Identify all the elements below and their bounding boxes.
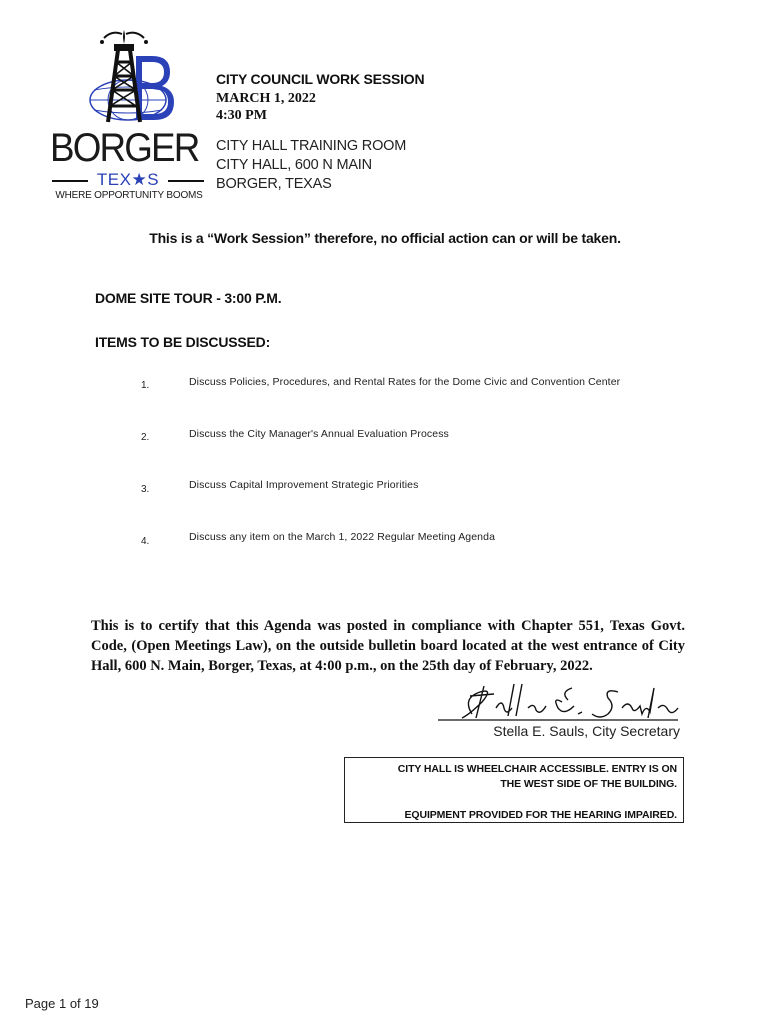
items-heading: ITEMS TO BE DISCUSSED: (95, 334, 271, 350)
accessibility-line-2: THE WEST SIDE OF THE BUILDING. (500, 778, 677, 790)
item-number: 1. (141, 380, 150, 391)
logo-wordmark: BORGER (50, 126, 199, 170)
borger-logo (50, 28, 208, 204)
logo-rule-right (168, 180, 204, 182)
agenda-item: Discuss any item on the March 1, 2022 Regular Meeting Agenda (189, 531, 496, 543)
hearing-impaired-line: EQUIPMENT PROVIDED FOR THE HEARING IMPAIRED. (404, 809, 677, 821)
location-room: CITY HALL TRAINING ROOM (216, 138, 407, 154)
site-tour-heading: DOME SITE TOUR - 3:00 P.M. (95, 290, 282, 306)
oil-derrick-globe-icon (50, 28, 208, 132)
item-number: 3. (141, 484, 150, 495)
posting-certification: This is to certify that this Agenda was posted in compliance with Chapter 551, Texas Govt. Code, (Open Meetings Law), on the outside bulletin board located at the west entrance of City Hall, 600 N. Main, Borger, Texas, at 4:00 p.m., on the 25th day of February, 2022. (91, 618, 685, 674)
accessibility-line-1: CITY HALL IS WHEELCHAIR ACCESSIBLE. ENTRY IS ON (397, 763, 677, 775)
logo-texas-row (50, 170, 206, 190)
location-address: CITY HALL, 600 N MAIN (216, 157, 372, 173)
location-city: BORGER, TEXAS (216, 176, 332, 192)
accessibility-notice (344, 757, 684, 823)
item-number: 4. (141, 536, 150, 547)
handwritten-signature (432, 678, 684, 726)
work-session-notice: This is a “Work Session” therefore, no official action can or will be taken. (149, 230, 621, 246)
signer-name: Stella E. Sauls, City Secretary (493, 723, 680, 739)
agenda-item: Discuss Capital Improvement Strategic Priorities (189, 479, 419, 491)
meeting-title: CITY COUNCIL WORK SESSION (216, 71, 425, 87)
item-number: 2. (141, 432, 150, 443)
page-number: Page 1 of 19 (25, 996, 99, 1011)
logo-state: TEX★S (96, 170, 160, 189)
logo-tagline: WHERE OPPORTUNITY BOOMS (55, 190, 203, 201)
agenda-item: Discuss Policies, Procedures, and Rental Rates for the Dome Civic and Convention Center (189, 376, 621, 388)
meeting-date: MARCH 1, 2022 (216, 91, 316, 106)
meeting-time: 4:30 PM (216, 108, 267, 123)
logo-rule-left (52, 180, 88, 182)
agenda-item: Discuss the City Manager's Annual Evaluation Process (189, 428, 449, 440)
